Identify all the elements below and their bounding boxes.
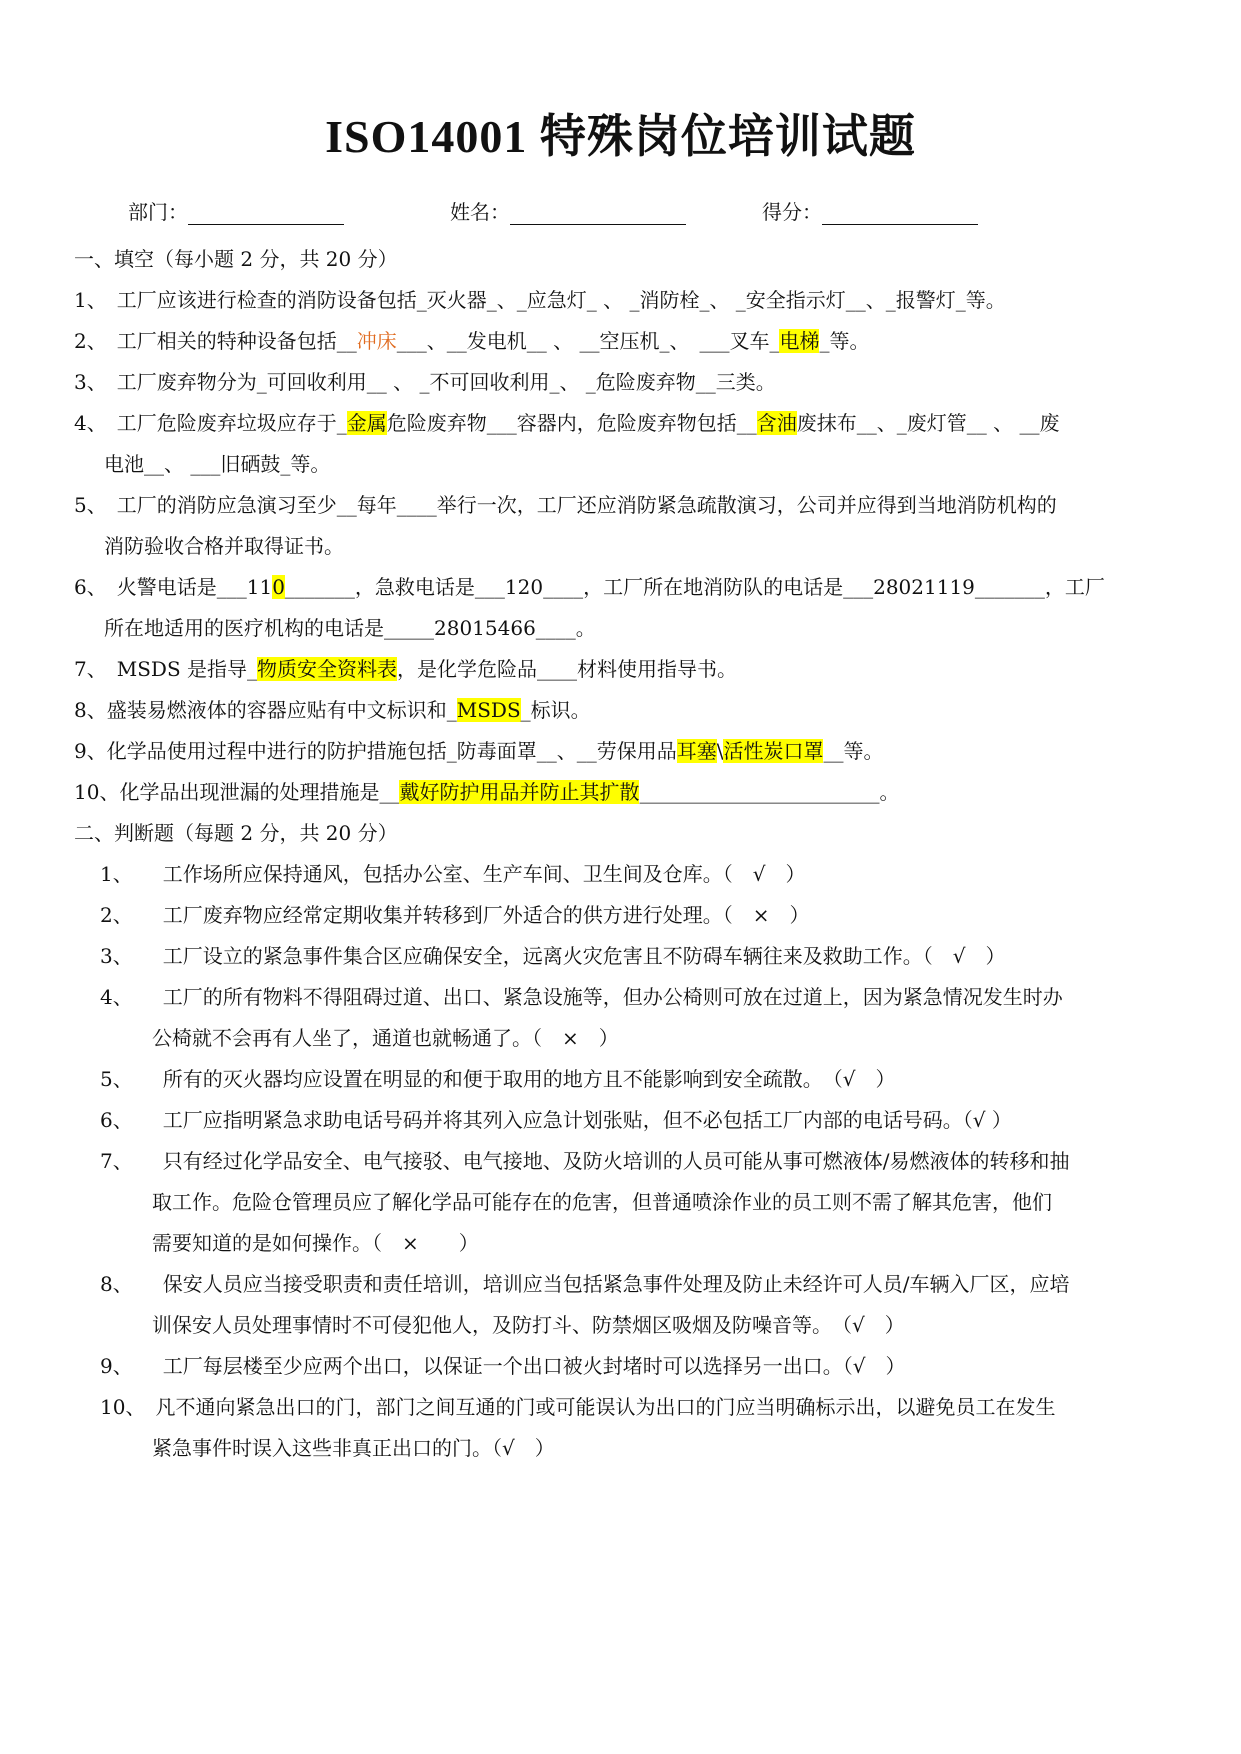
judge-question-8: 8、 保安人员应当接受职责和责任培训，培训应当包括紧急事件处理及防止未经许可人员/车辆入厂区，应培 — [100, 1272, 1070, 1296]
q4-text-e: 废抹布__、_废灯管__ 、 __废 — [796, 411, 1060, 435]
score-field — [762, 196, 978, 225]
q4-answer-oily: 含油 — [756, 411, 797, 435]
score-blank[interactable] — [822, 204, 978, 225]
judge-question-6: 6、 工厂应指明紧急求助电话号码并将其列入应急计划张贴，但不必包括工厂内部的电话号码。（√ ） — [100, 1108, 1012, 1132]
fill-question-7 — [74, 655, 737, 683]
q10-text-a: 10、化学品出现泄漏的处理措施是__ — [74, 780, 400, 804]
q6-text-a: 6、 火警电话是___11 — [74, 575, 273, 599]
q9-separator: \ — [716, 739, 724, 763]
q8-text-c: _标识。 — [520, 698, 591, 722]
judge-question-7-cont1: 取工作。危险仓管理员应了解化学品可能存在的危害，但普通喷涂作业的员工则不需了解其危害，他们 — [152, 1190, 1052, 1214]
judge-question-7-cont2: 需要知道的是如何操作。（ × ） — [152, 1231, 479, 1255]
q6-text-c: _______，急救电话是___120____，工厂所在地消防队的电话是___28021119_______，工厂 — [284, 575, 1105, 599]
q2-answer-elevator: 电梯 — [779, 329, 820, 353]
section1-heading: 一、填空（每小题 2 分，共 20 分） — [74, 247, 398, 271]
q7-answer-msds: 物质安全资料表 — [257, 657, 397, 681]
fill-question-3: 3、 工厂废弃物分为_可回收利用__ 、 _不可回收利用_、 _危险废弃物__三类。 — [74, 370, 776, 394]
q2-text-a: 2、 工厂相关的特种设备包括__ — [74, 329, 357, 353]
fill-question-4-cont: 电池__、 ___旧硒鼓_等。 — [104, 452, 331, 476]
fill-question-1: 1、 工厂应该进行检查的消防设备包括_灭火器_、_应急灯_ 、 _消防栓_、 _安全指示灯__、_报警灯_等。 — [74, 288, 1006, 312]
q9-answer-mask: 活性炭口罩 — [723, 739, 824, 763]
judge-question-4: 4、 工厂的所有物料不得阻碍过道、出口、紧急设施等，但办公椅则可放在过道上，因为紧急情况发生时办 — [100, 985, 1063, 1009]
q9-text-e: __等。 — [823, 739, 884, 763]
fill-question-4 — [74, 409, 1059, 437]
name-label: 姓名： — [450, 200, 510, 224]
q10-text-c: ________________________。 — [639, 780, 900, 804]
judge-question-1: 1、 工作场所应保持通风，包括办公室、生产车间、卫生间及仓库。（ √ ） — [100, 862, 806, 886]
judge-question-9: 9、 工厂每层楼至少应两个出口，以保证一个出口被火封堵时可以选择另一出口。（√ ） — [100, 1354, 906, 1378]
judge-question-2: 2、 工厂废弃物应经常定期收集并转移到厂外适合的供方进行处理。（ × ） — [100, 903, 810, 927]
fill-question-10 — [74, 778, 899, 806]
name-blank[interactable] — [510, 204, 686, 225]
judge-question-8-cont: 训保安人员处理事情时不可侵犯他人，及防打斗、防禁烟区吸烟及防噪音等。 （√ ） — [152, 1313, 905, 1337]
judge-question-10-cont: 紧急事件时误入这些非真正出口的门。（√ ） — [152, 1436, 555, 1460]
fill-question-5-cont: 消防验收合格并取得证书。 — [104, 534, 344, 558]
fill-question-5: 5、 工厂的消防应急演习至少__每年____举行一次，工厂还应消防紧急疏散演习，公司并应得到当地消防机构的 — [74, 493, 1057, 517]
judge-question-5: 5、 所有的灭火器均应设置在明显的和便于取用的地方且不能影响到安全疏散。 （√ ） — [100, 1067, 896, 1091]
q6-highlight: 0 — [272, 575, 285, 599]
score-label: 得分： — [762, 200, 822, 224]
q2-text-e: _等。 — [819, 329, 870, 353]
q2-text-c: ___、__发电机__ 、 __空压机_、 ___叉车_ — [396, 329, 780, 353]
q7-text-a: 7、 MSDS 是指导_ — [74, 657, 257, 681]
judge-question-10: 10、 凡不通向紧急出口的门，部门之间互通的门或可能误认为出口的门应当明确标示出，以避免员工在发生 — [100, 1395, 1056, 1419]
page-title: ISO14001 特殊岗位培训试题 — [325, 111, 916, 162]
dept-field — [128, 196, 344, 225]
judge-question-3: 3、 工厂设立的紧急事件集合区应确保安全，远离火灾危害且不防碍车辆往来及救助工作。（ √ ） — [100, 944, 1006, 968]
dept-label: 部门： — [128, 200, 188, 224]
q4-text-a: 4、 工厂危险废弃垃圾应存于_ — [74, 411, 347, 435]
q9-text-a: 9、化学品使用过程中进行的防护措施包括_防毒面罩__、__劳保用品 — [74, 739, 677, 763]
q7-text-c: ，是化学危险品____材料使用指导书。 — [397, 657, 737, 681]
q4-answer-metal: 金属 — [346, 411, 387, 435]
judge-question-4-cont: 公椅就不会再有人坐了，通道也就畅通了。（ × ） — [152, 1026, 619, 1050]
fill-question-8 — [74, 696, 591, 724]
name-field — [450, 196, 686, 225]
dept-blank[interactable] — [188, 204, 344, 225]
q9-answer-earplug: 耳塞 — [676, 739, 717, 763]
fill-question-6 — [74, 573, 1105, 601]
section2-heading: 二、判断题（每题 2 分，共 20 分） — [74, 821, 398, 845]
judge-question-7: 7、 只有经过化学品安全、电气接驳、电气接地、及防火培训的人员可能从事可燃液体/易燃液体的转移和抽 — [100, 1149, 1070, 1173]
q8-text-a: 8、盛装易燃液体的容器应贴有中文标识和_ — [74, 698, 457, 722]
q4-text-c: 危险废弃物___容器内，危险废弃物包括__ — [386, 411, 757, 435]
fill-question-9 — [74, 737, 883, 765]
q8-answer-msds: MSDS — [456, 698, 521, 722]
q2-answer-chongchuang: 冲床 — [356, 329, 397, 353]
fill-question-2 — [74, 327, 869, 355]
q10-answer: 戴好防护用品并防止其扩散 — [399, 780, 640, 804]
fill-question-6-cont: 所在地适用的医疗机构的电话是_____28015466____。 — [104, 616, 596, 640]
